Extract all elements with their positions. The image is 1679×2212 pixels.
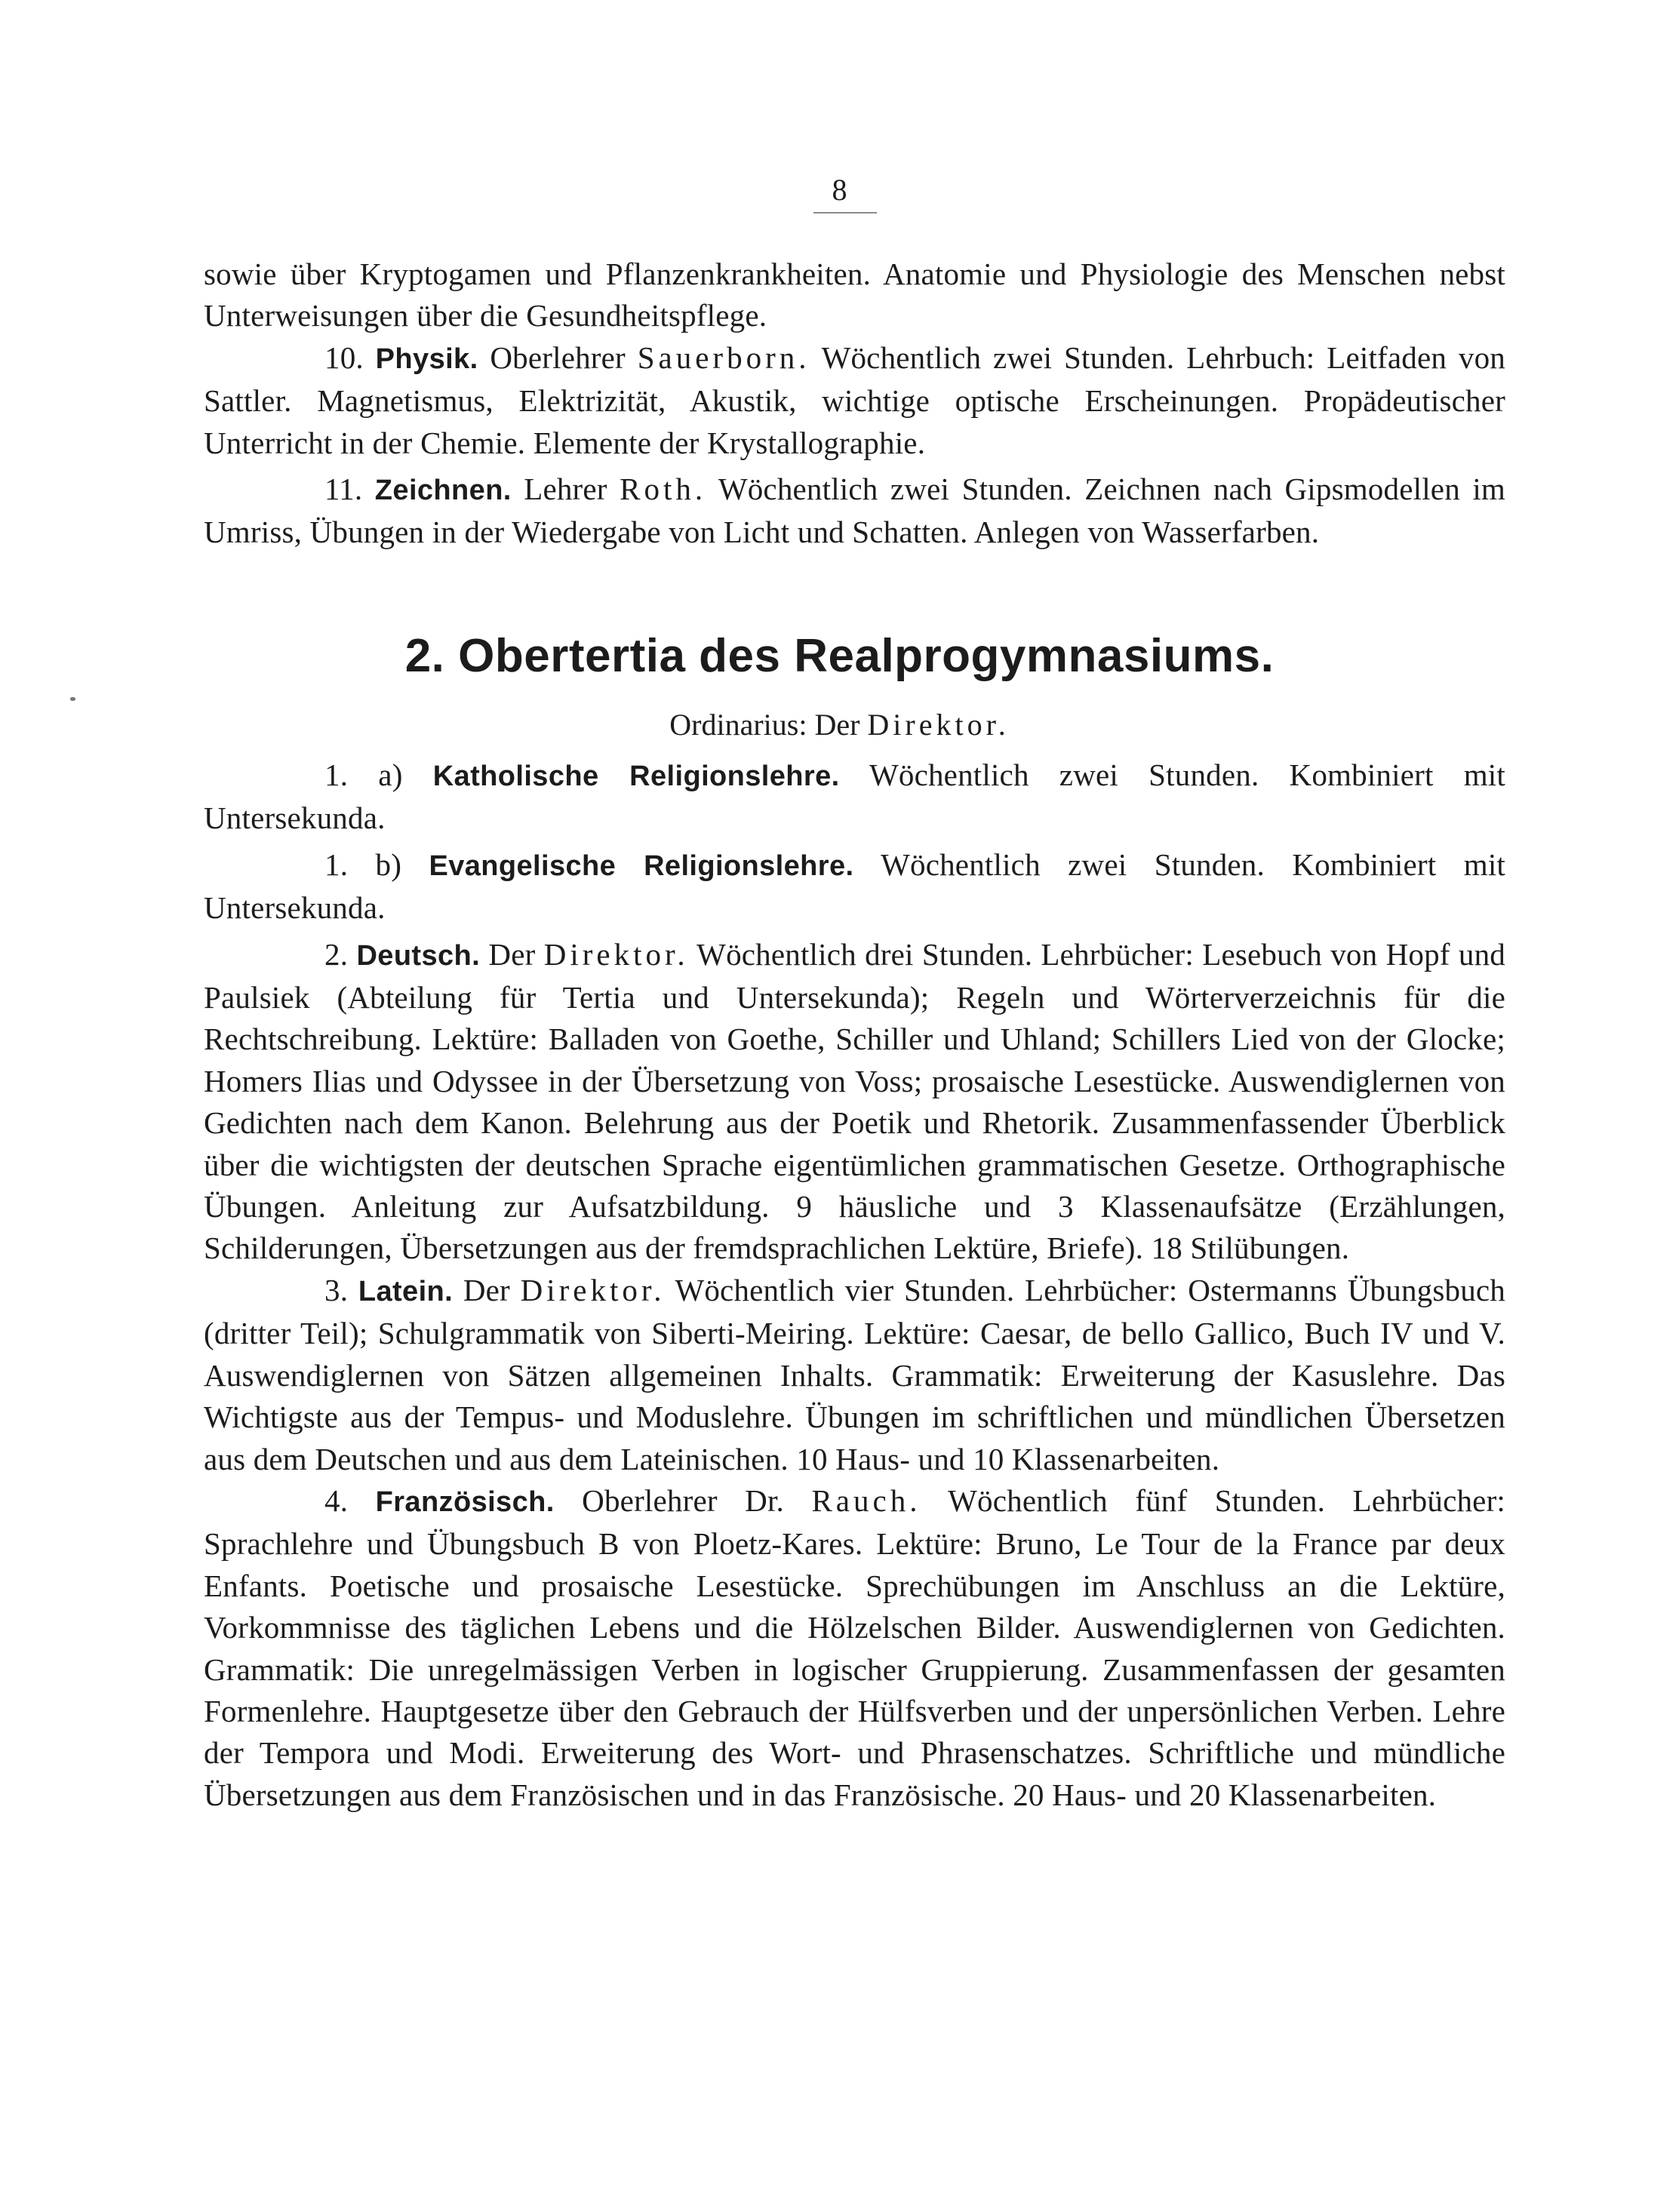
paragraph-text: sowie über Kryptogamen und Pflanzenkrankheiten. Anatomie und Physiologie des Menschen nebst Unterweisungen über die Gesundheitspflege. [204, 257, 1505, 333]
paragraph-text: Wöchentlich drei Stunden. Lehrbücher: Lesebuch von Hopf und Paulsiek (Abteilung für Tertia und Untersekunda); Regeln und Wörterverzeichnis für die Rechtschreibung. Lektüre: Balladen von Goethe, Schiller und Uhland; Schillers Lied von der Glocke; Homers Ilias und Odyssee in der Übersetzung von Voss; prosaische Lesestücke. Auswendiglernen von Gedichten nach dem Kanon. Belehrung aus der Poetik und Rhetorik. Zusammenfassender Überblick über die wichtigsten der deutschen Sprache eigentümlichen grammatischen Gesetze. Orthographische Übungen. Anleitung zur Aufsatzbildung. 9 häusliche und 3 Klassenaufsätze (Erzählungen, Schilderungen, Übersetzungen aus der fremdsprachlichen Lektüre, Briefe). 18 Stilübungen. [204, 936, 1506, 1266]
subjects-list [204, 754, 1505, 1816]
item-number: 2. [324, 936, 349, 972]
paragraph-deutsch [204, 934, 1505, 1270]
ordinarius-name: Direktor. [867, 708, 1010, 742]
paragraph-franzoesisch [204, 1480, 1505, 1816]
paragraph-katholische-religion [204, 754, 1505, 840]
item-number: 1. a) [324, 757, 403, 792]
item-number: 1. b) [324, 846, 402, 882]
paragraph-text: Wöchentlich zwei Stunden. Kombiniert mit Untersekunda. [204, 846, 1506, 926]
subject-heading: Physik. [375, 343, 478, 375]
scan-speck [70, 697, 75, 701]
teacher-prefix: Oberlehrer Dr. [582, 1482, 784, 1518]
teacher-prefix: Der [463, 1272, 510, 1307]
subject-heading: Französisch. [375, 1485, 555, 1518]
page-number-rule [813, 212, 877, 214]
paragraph-physik [204, 337, 1505, 464]
subject-heading: Deutsch. [356, 939, 481, 972]
page-number: 8 [832, 173, 847, 207]
paragraph-text: Wöchentlich zwei Stunden. Zeichnen nach Gipsmodellen im Umriss, Übungen in der Wiedergabe von Licht und Schatten. Anlegen von Wasserfarben. [204, 472, 1506, 550]
paragraph-continuation [204, 253, 1505, 337]
subject-heading: Katholische Religionslehre. [432, 760, 840, 792]
paragraph-zeichnen [204, 469, 1505, 554]
ordinarius-line [0, 705, 1679, 745]
paragraph-text: Wöchentlich vier Stunden. Lehrbücher: Ostermanns Übungsbuch (dritter Teil); Schulgrammatik von Siberti-Meiring. Lektüre: Caesar, de bello Gallico, Buch IV und V. Auswendiglernen von Sätzen allgemeinen Inhalts. Grammatik: Erweiterung der Kasuslehre. Das Wichtigste aus der Tempus- und Moduslehre. Übungen im schriftlichen und mündlichen Übersetzen aus dem Deutschen und aus dem Lateinischen. 10 Haus- und 10 Klassenarbeiten. [204, 1272, 1505, 1476]
item-number: 10. [324, 339, 364, 375]
paragraph-evangelische-religion [204, 844, 1505, 929]
teacher-name: Direktor. [520, 1272, 666, 1307]
section-heading: 2. Obertertia des Realprogymnasiums. [404, 630, 1275, 682]
teacher-name: Rauch. [811, 1482, 921, 1518]
paragraph-text: Wöchentlich zwei Stunden. Kombiniert mit Untersekunda. [204, 757, 1505, 836]
item-number: 4. [324, 1482, 349, 1518]
item-number: 3. [324, 1272, 349, 1307]
ordinarius-label: Ordinarius: Der [669, 708, 860, 742]
paragraph-latein [204, 1270, 1505, 1480]
teacher-name: Roth. [620, 472, 707, 507]
subject-heading: Evangelische Religionslehre. [429, 849, 854, 882]
subject-heading: Latein. [358, 1275, 454, 1307]
subject-heading: Zeichnen. [374, 475, 512, 507]
paragraph-text: Wöchentlich zwei Stunden. Lehrbuch: Leitfaden von Sattler. Magnetismus, Elektrizität, Akustik, wichtige optische Erscheinungen. Propädeutischer Unterricht in der Chemie. Elemente der Krystallographie. [204, 339, 1505, 460]
teacher-name: Direktor. [543, 936, 689, 972]
paragraph-text: Wöchentlich fünf Stunden. Lehrbücher: Sprachlehre und Übungsbuch B von Ploetz-Kares. Lektüre: Bruno, Le Tour de la France par deux Enfants. Poetische und prosaische Lesestücke. Sprechübungen im Anschluss an die Lektüre, Vorkommnisse des täglichen Lebens und die Hölzelschen Bilder. Auswendiglernen von Gedichten. Grammatik: Die unregelmässigen Verben in logischer Gruppierung. Zusammenfassen der gesamten Formenlehre. Hauptgesetze über den Gebrauch der Hülfsverben und der unpersönlichen Verben. Lehre der Tempora und Modi. Erweiterung des Wort- und Phrasenschatzes. Schriftliche und mündliche Übersetzungen aus dem Französischen und in das Französische. 20 Haus- und 20 Klassenarbeiten. [204, 1482, 1506, 1812]
item-number: 11. [324, 472, 363, 507]
teacher-name: Sauerborn. [637, 339, 810, 375]
teacher-prefix: Oberlehrer [490, 339, 626, 375]
teacher-prefix: Der [488, 936, 536, 972]
teacher-prefix: Lehrer [524, 472, 607, 507]
top-continuation [204, 253, 1505, 554]
